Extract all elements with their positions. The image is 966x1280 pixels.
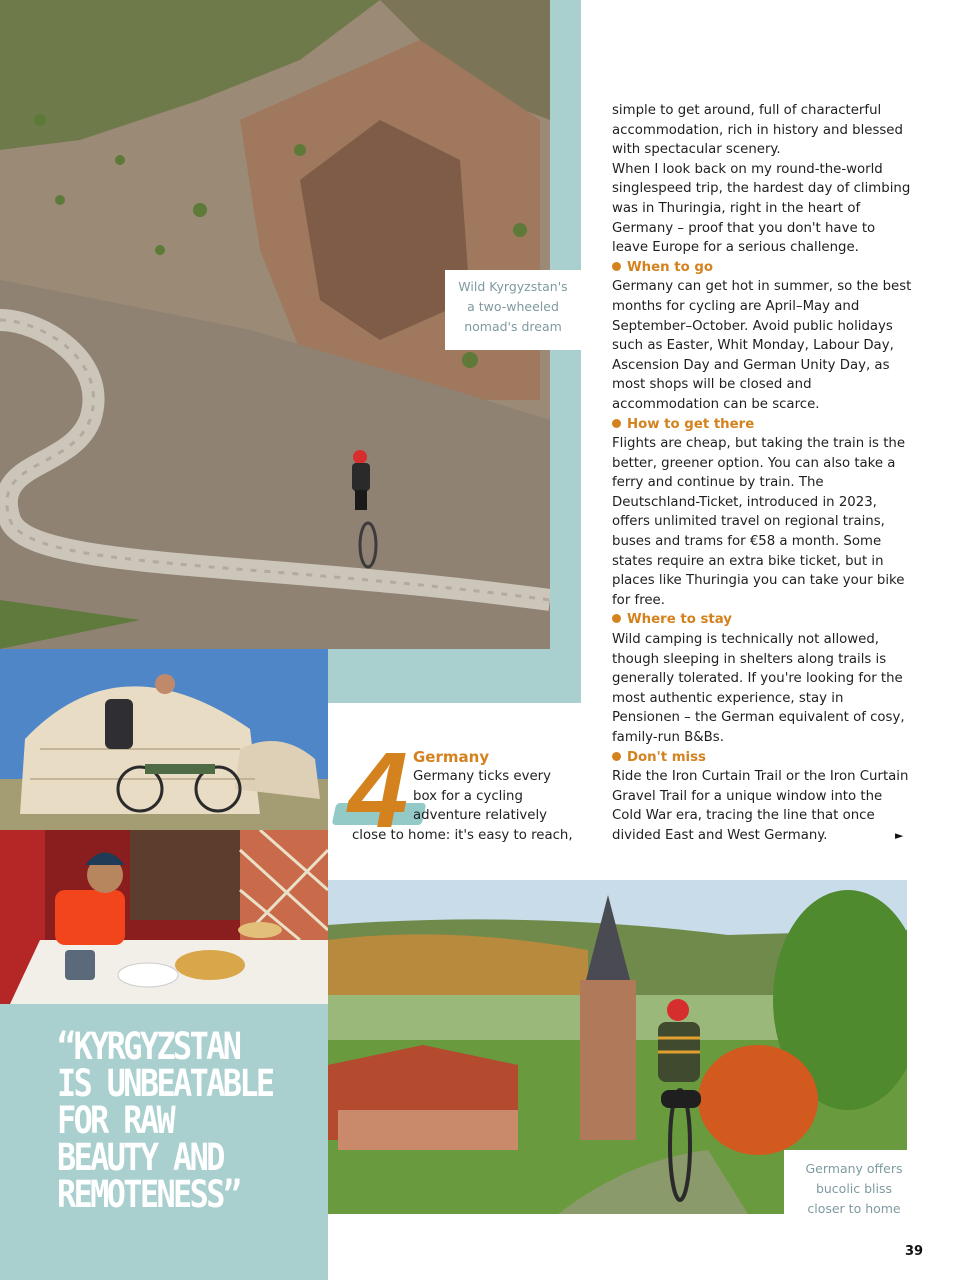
pull-quote-line: IS UNBEATABLE (57, 1062, 273, 1105)
lead-paragraph: simple to get around, full of characterful accommodation, rich in history and blessed with spectacular scenery. (612, 103, 903, 158)
pull-quote-line: “KYRGYZSTAN (57, 1025, 240, 1068)
section-intro (352, 747, 582, 845)
caption-line: Germany offers (805, 1161, 903, 1176)
germany-caption (784, 1150, 924, 1222)
body-column (612, 101, 912, 846)
subheading-dont-miss: Don't miss (612, 748, 912, 768)
yurt-photo (0, 649, 328, 830)
teal-panel-mid (328, 648, 581, 703)
caption-line: Wild Kyrgyzstan's (458, 279, 568, 294)
caption-line: bucolic bliss (815, 1181, 893, 1196)
kyrgyzstan-caption (445, 270, 581, 350)
intro-line: close to home: it's easy to reach, (352, 827, 573, 843)
pull-quote-line: REMOTENESS” (57, 1173, 240, 1216)
intro-line: adventure relatively (413, 808, 548, 824)
when-to-go-text: Germany can get hot in summer, so the best months for cycling are April–May and September–October. Avoid public holidays such as Easter, Whit Monday, Labour Day, Ascension Day and German Unity Day, as most shops will be closed and accommodation can be scarce. (612, 279, 912, 412)
subheading-where-to-stay: Where to stay (612, 610, 912, 630)
where-to-stay-text: Wild camping is technically not allowed, though sleeping in shelters along trails is generally tolerated. If you're looking for the most authentic experience, stay in Pensionen – the German equivalent of cosy, family-run B&Bs. (612, 632, 905, 745)
dinner-table-photo (0, 830, 328, 1004)
bullet-dot-icon (612, 614, 621, 623)
intro-line: Germany ticks every (413, 769, 551, 784)
pull-quote (57, 1025, 281, 1216)
how-to-get-there-text: Flights are cheap, but taking the train is the better, greener option. You can also take a ferry and continue by train. The Deutschland-Ticket, introduced in 2023, offers unlimited travel on regional trains, buses and trams for €58 a month. Some states require an extra bike ticket, but in places like Thuringia you can take your bike for free. (612, 436, 906, 608)
section-title: Germany (413, 748, 490, 766)
pull-quote-line: FOR RAW (57, 1099, 174, 1142)
lead-paragraph-2: When I look back on my round-the-world singlespeed trip, the hardest day of climbing was in Thuringia, right in the heart of Germany – proof that you don't have to leave Europe for a serious challenge. (612, 161, 911, 256)
bullet-dot-icon (612, 262, 621, 271)
section-number: 4 (348, 729, 409, 850)
teal-panel-top (550, 0, 581, 703)
bullet-dot-icon (612, 419, 621, 428)
subheading-when-to-go: When to go (612, 258, 912, 278)
caption-line: nomad's dream (464, 319, 562, 334)
caption-line: a two-wheeled (467, 299, 559, 314)
continue-arrow-icon: ► (895, 829, 904, 842)
intro-line: box for a cycling (413, 788, 523, 804)
bullet-dot-icon (612, 752, 621, 761)
pull-quote-line: BEAUTY AND (57, 1136, 223, 1179)
dont-miss-text: Ride the Iron Curtain Trail or the Iron Curtain Gravel Trail for a unique window into the Cold War era, tracing the line that once divided East and West Germany. (612, 769, 909, 843)
subheading-how-to-get-there: How to get there (612, 415, 912, 435)
page-number: 39 (905, 1244, 924, 1259)
caption-line: closer to home (807, 1201, 901, 1216)
